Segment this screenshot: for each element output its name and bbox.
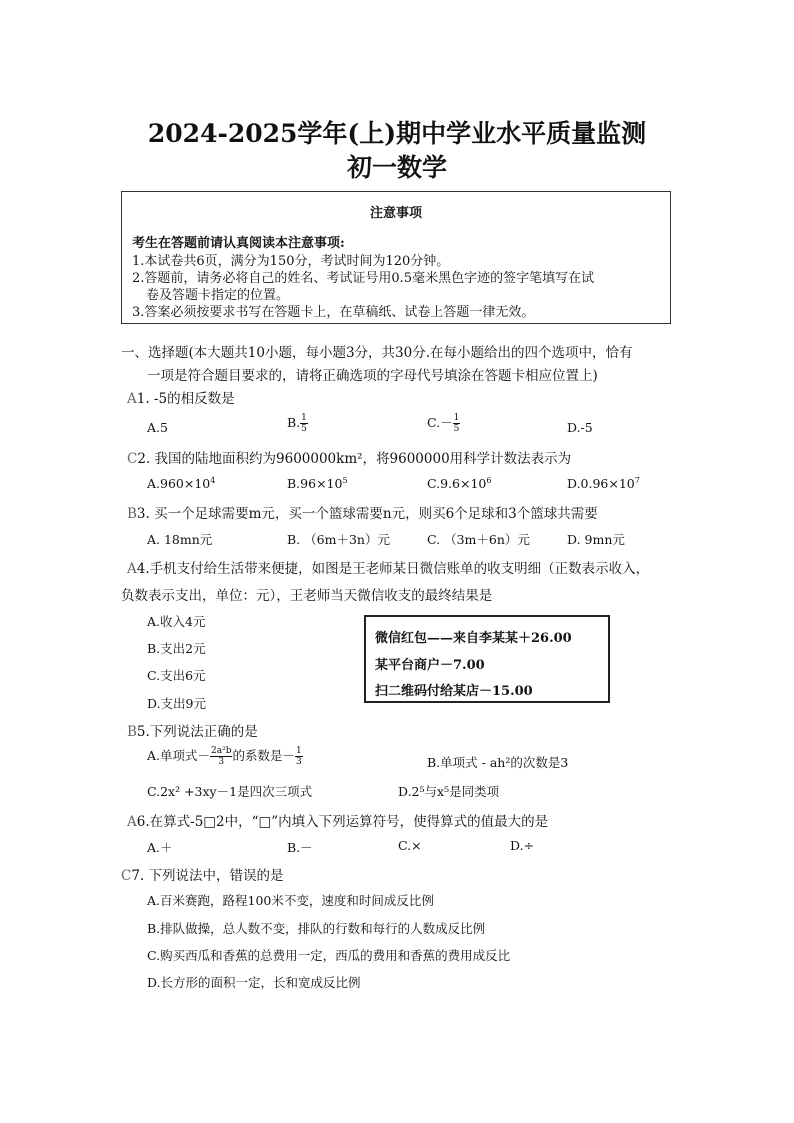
option-d: D.2⁵与x⁵是同类项 (398, 784, 500, 799)
option-b: $B.96\times 10^5$ (287, 476, 348, 492)
question-3 (127, 502, 598, 522)
option-d: D.÷ (510, 838, 535, 853)
question-text: 1. -5的相反数是 (136, 391, 235, 407)
option-a: A.5 (147, 420, 168, 435)
fraction: $\frac{\text{2a²b}}{3}$ (211, 746, 232, 767)
question-text: 2. 我国的陆地面积约为9600000km²，将9600000用科学计数法表示为 (137, 451, 572, 467)
option-a: $A.960\times 10^4$ (147, 476, 216, 492)
section-heading-cont: 一项是符合题目要求的，请将正确选项的字母代号填涂在答题卡相应位置上) (147, 368, 598, 384)
question-5 (127, 720, 258, 740)
option-c: C.支出6元 (147, 668, 206, 683)
answer-mark: A (127, 561, 137, 577)
bill-line: 扫二维码付给某店－15.00 (375, 684, 533, 699)
option-a: A. 18mn元 (147, 532, 213, 547)
exam-title: 2024-2025学年(上)期中学业水平质量监测 (147, 119, 647, 148)
answer-mark: A (127, 814, 137, 830)
option-c: C.2x² +3xy－1是四次三项式 (147, 784, 313, 799)
notice-item: 2.答题前，请务必将自己的姓名、考试证号用0.5毫米黑色字迹的签字笔填写在试 (132, 271, 595, 286)
option-b: B.单项式 - ah²的次数是3 (427, 755, 569, 770)
answer-mark: C (121, 868, 132, 884)
option-d: D. 9mn元 (567, 532, 625, 547)
answer-mark: B (127, 724, 137, 740)
question-4-cont: 负数表示支出，单位：元），王老师当天微信收支的最终结果是 (121, 588, 493, 604)
option-d: $D.0.96\times 10^7$ (567, 476, 640, 492)
option-b: B.－ (287, 840, 313, 855)
question-7 (121, 864, 284, 884)
fraction: $\frac{1}{3}$ (296, 746, 302, 767)
option-a: A.收入4元 (147, 614, 206, 629)
question-text: 7. 下列说法中，错误的是 (131, 868, 284, 884)
answer-mark: C (127, 451, 138, 467)
notice-box (121, 191, 671, 324)
fraction: $\frac{1}{5}$ (453, 413, 460, 434)
answer-mark: B (127, 506, 137, 522)
option-a: A.百米赛跑，路程100米不变，速度和时间成反比例 (147, 893, 434, 908)
question-2 (127, 447, 571, 467)
bill-line: 微信红包——来自李某某＋26.00 (375, 631, 572, 646)
fraction: $\frac{1}{5}$ (301, 413, 307, 434)
option-d: D.长方形的面积一定，长和宽成反比例 (147, 975, 361, 990)
option-a: A.＋ (147, 840, 173, 855)
option-b: B.排队做操，总人数不变，排队的行数和每行的人数成反比例 (147, 921, 486, 936)
question-1 (127, 387, 235, 407)
option-b: B.支出2元 (147, 641, 206, 656)
option-d: D.支出9元 (147, 696, 207, 711)
answer-mark: A (127, 391, 137, 407)
question-6 (127, 810, 548, 830)
option-c: $C.9.6\times 10^6$ (427, 476, 492, 492)
question-text: 4.手机支付给生活带来便捷，如图是王老师某日微信账单的收支明细（正数表示收入， (136, 561, 650, 577)
subject-title: 初一数学 (346, 153, 447, 182)
notice-item: 卷及答题卡指定的位置。 (146, 288, 290, 303)
notice-item: 1.本试卷共6页，满分为150分，考试时间为120分钟。 (132, 254, 450, 269)
bill-line: 某平台商户－7.00 (375, 658, 485, 673)
section-heading: 一、选择题(本大题共10小题，每小题3分，共30分.在每小题给出的四个选项中，恰有 (121, 345, 633, 361)
notice-subheading: 考生在答题前请认真阅读本注意事项: (132, 236, 345, 251)
option-c: C. （3m＋6n）元 (427, 532, 530, 547)
question-4 (127, 557, 649, 577)
option-d: D.-5 (567, 420, 593, 435)
option-c: C.购买西瓜和香蕉的总费用一定，西瓜的费用和香蕉的费用成反比 (147, 948, 511, 963)
wechat-bill-box (364, 615, 610, 703)
notice-item: 3.答案必须按要求书写在答题卡上，在草稿纸、试卷上答题一律无效。 (132, 305, 535, 320)
question-text: 5.下列说法正确的是 (136, 724, 258, 740)
option-c: C.× (398, 838, 422, 853)
question-text: 3. 买一个足球需要m元，买一个篮球需要n元，则买6个足球和3个篮球共需要 (136, 506, 598, 522)
option-c: C.－ $\frac{1}{5}$ (427, 413, 460, 434)
option-b: B. （6m＋3n）元 (287, 532, 390, 547)
question-text: 6.在算式-5□2中，“□”内填入下列运算符号，使得算式的值最大的是 (136, 814, 549, 830)
option-a: A.单项式－ $\frac{\text{2a²b}}{3}$ 的系数是－ $\frac{1}{3}$ (147, 746, 302, 767)
option-b: B. $\frac{1}{5}$ (287, 413, 307, 434)
notice-heading: 注意事项 (369, 206, 422, 221)
